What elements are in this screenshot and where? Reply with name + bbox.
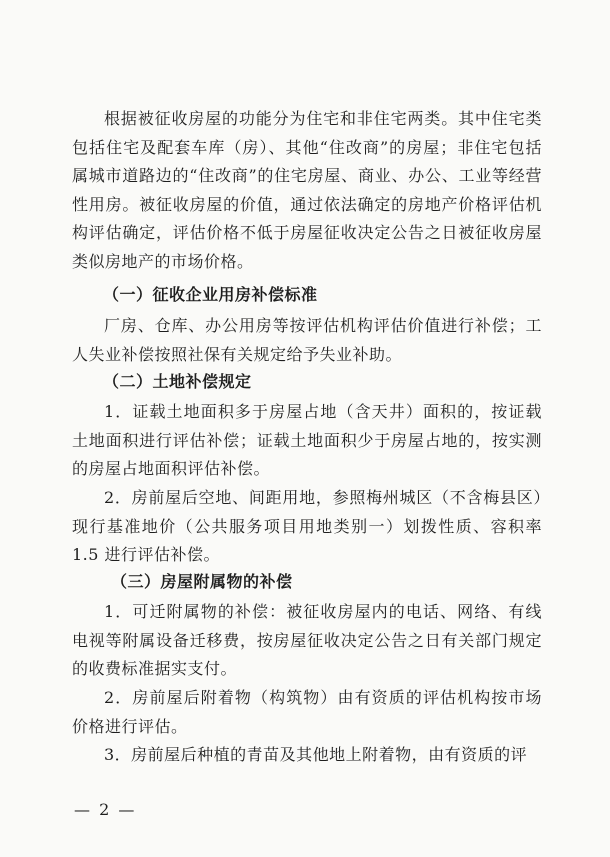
section-3-paragraph-3: 3．房前屋后种植的青苗及其他地上附着物，由有资质的评 (104, 745, 528, 764)
section-1-heading: （一）征收企业用房补偿标准 (103, 285, 318, 304)
page-number: — 2 — (74, 800, 137, 819)
section-3-paragraph-2: 2．房前屋后附着物（构筑物）由有资质的评估机构按市场价格进行评估。 (72, 688, 542, 736)
section-2-heading: （二）土地补偿规定 (103, 372, 252, 391)
section-3-paragraph-1: 1．可迁附属物的补偿：被征收房屋内的电话、网络、有线电视等附属设备迁移费，按房屋征收决定公告之日有关部门规定的收费标准据实支付。 (72, 602, 542, 679)
section-2-paragraph-1: 1．证载土地面积多于房屋占地（含天井）面积的，按证载土地面积进行评估补偿；证载土地面积少于房屋占地的，按实测的房屋占地面积评估补偿。 (72, 402, 542, 479)
section-2-paragraph-2: 2．房前屋后空地、间距用地，参照梅州城区（不含梅县区）现行基准地价（公共服务项目用地类别一）划拨性质、容积率 1.5 进行评估补偿。 (72, 488, 542, 565)
section-3-heading: （三）房屋附属物的补偿 (111, 572, 293, 591)
section-1-paragraph: 厂房、仓库、办公用房等按评估机构评估价值进行补偿；工人失业补偿按照社保有关规定给予失业补助。 (72, 316, 542, 364)
intro-paragraph: 根据被征收房屋的功能分为住宅和非住宅两类。其中住宅类包括住宅及配套车库（房）、其他“住改商”的房屋；非住宅包括属城市道路边的“住改商”的住宅房屋、商业、办公、工业等经营性用房。被征收房屋的价值，通过依法确定的房地产价格评估机构评估确定，评估价格不低于房屋征收决定公告之日被征收房屋类似房地产的市场价格。 (72, 109, 542, 271)
